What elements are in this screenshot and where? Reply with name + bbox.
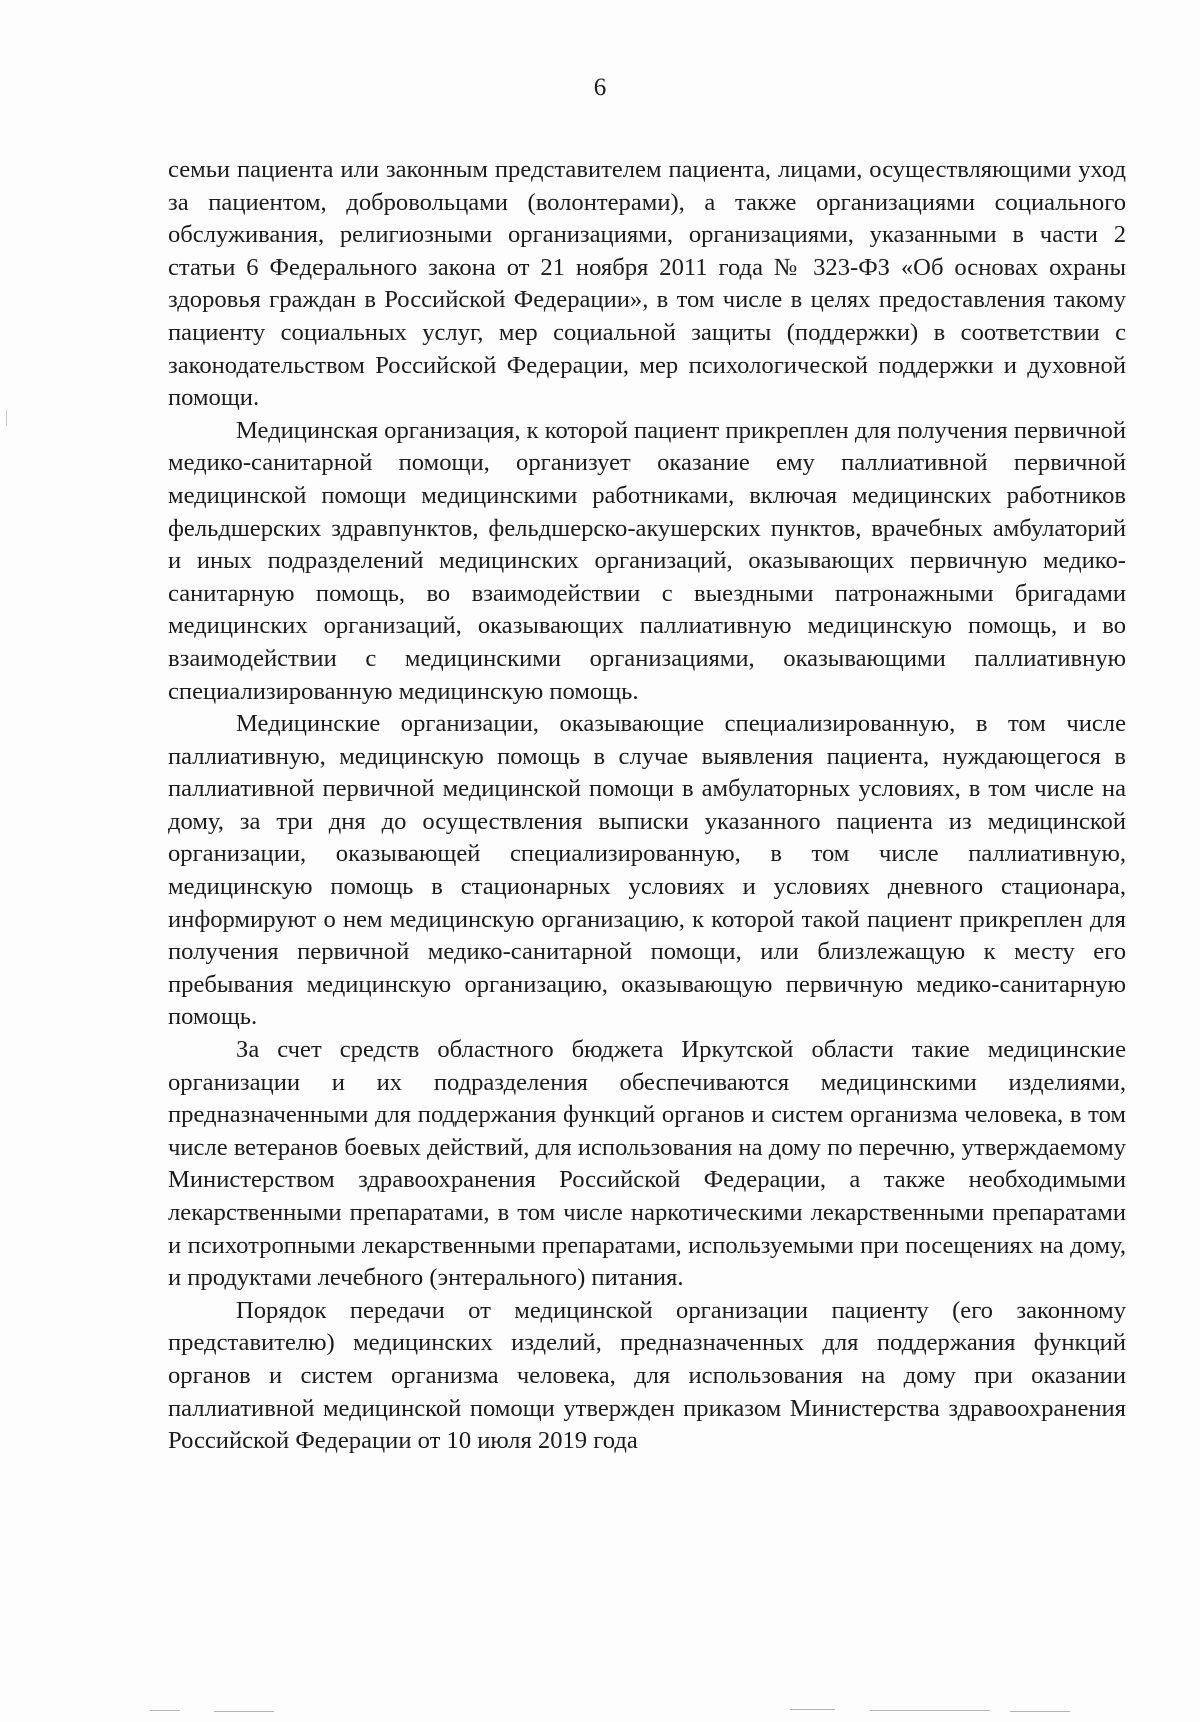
paragraph-regional-budget-supply: За счет средств областного бюджета Иркутской области такие медицинские организации и их подразделения обеспечиваются медицинскими изделиями, предназначенными для поддержания функций органов и систем организма человека, в том числе ветеранов боевых действий, для использования на дому по перечню, утверждаемому Министерством здравоохранения Российской Федерации, а также необходимыми лекарственными препаратами, в том числе наркотическими лекарственными препаратами и психотропными лекарственными препаратами, используемыми при посещениях на дому, и продуктами лечебного (энтерального) питания. [168, 1036, 1126, 1292]
paragraph-primary-care-organization: Медицинская организация, к которой пациент прикреплен для получения первичной медико-санитарной помощи, организует оказание ему паллиативной первичной медицинской помощи медицинскими работниками, включая медицинских работников фельдшерских здравпунктов, фельдшерско-акушерских пунктов, врачебных амбулаторий и иных подразделений медицинских организаций, оказывающих первичную медико-санитарную помощь, во взаимодействии с выездными патронажными бригадами медицинских организаций, оказывающих паллиативную медицинскую помощь, и во взаимодействии с медицинскими организациями, оказывающими паллиативную специализированную медицинскую помощь. [168, 416, 1127, 705]
paragraph-family-communication: семьи пациента или законным представителем пациента, лицами, осуществляющими уход за пациентом, добровольцами (волонтерами), а также организациями социального обслуживания, религиозными организациями, организациями, указанными в части 2 статьи 6 Федерального закона от 21 ноября 2011 года № 323-ФЗ «Об основах охраны здоровья граждан в Российской Федерации», в том числе в целях предоставления такому пациенту социальных услуг, мер социальной защиты (поддержки) в соответствии с законодательством Российской Федерации, мер психологической поддержки и духовной помощи. [168, 156, 1126, 412]
scan-edge-mark [6, 410, 7, 426]
page-number: 6 [593, 74, 607, 101]
paragraph-discharge-notification: Медицинские организации, оказывающие специализированную, в том числе паллиативную, медицинскую помощь в случае выявления пациента, нуждающегося в паллиативной первичной медицинской помощи в амбулаторных условиях, в том числе на дому, за три дня до осуществления выписки указанного пациента из медицинской организации, оказывающей специализированную, в том числе паллиативную, медицинскую помощь в стационарных условиях и условиях дневного стационара, информируют о нем медицинскую организацию, к которой такой пациент прикреплен для получения первичной медико-санитарной помощи, или близлежащую к месту его пребывания медицинскую организацию, оказывающую первичную медико-санитарную помощь. [168, 710, 1126, 1031]
document-body [168, 154, 1126, 1458]
paragraph-transfer-procedure: Порядок передачи от медицинской организации пациенту (его законному представителю) медицинских изделий, предназначенных для поддержания функций органов и систем организма человека, для использования на дому при оказании паллиативной медицинской помощи утвержден приказом Министерства здравоохранения Российской Федерации от 10 июля 2019 года [168, 1296, 1126, 1455]
scan-bottom-artifacts [0, 1702, 1200, 1722]
